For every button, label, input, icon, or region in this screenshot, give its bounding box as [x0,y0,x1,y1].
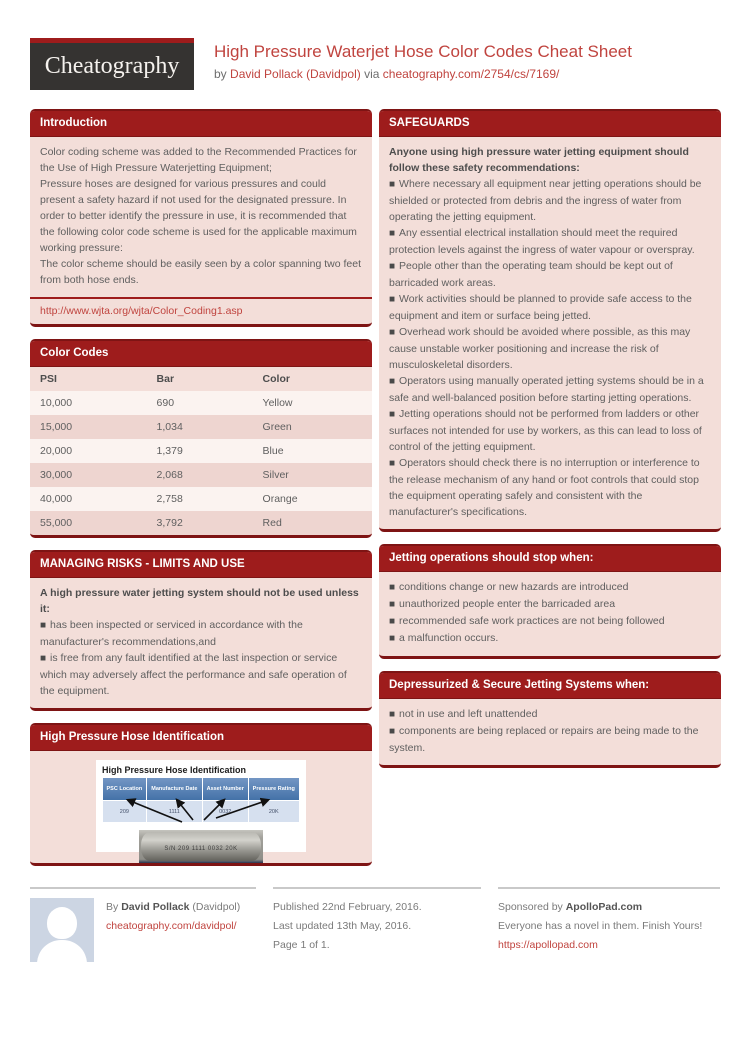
stop-when-body [379,572,721,656]
color-codes-body [30,367,372,535]
cell-bar: 3,792 [156,517,183,529]
cell-color: Silver [262,469,289,481]
figure-header-psc-location: PSC Location [103,778,146,800]
cell-color: Green [262,421,292,433]
table-header-row [30,367,372,391]
byline [214,67,632,81]
section-hose-identification [30,723,372,866]
bullet-text: Operators should check there is no interruption or interference to the release mechanism of any hand or foot controls that could stop the equipment operating safely and consistent with the manufacturer's specifications. [389,457,700,518]
section-safeguards [379,109,721,532]
bullet-text: is free from any fault identified at the last inspection or service which may adversely affect the performance and safe operation of the equipment. [40,652,347,697]
figure-value-manufacture-date: 1111 [147,801,202,822]
hose-identification-figure [96,760,306,852]
figure-header-manufacture-date: Manufacture Date [147,778,202,800]
footer-sponsor-column [498,887,720,962]
bullet-item [389,596,711,613]
logo-text: Cheatography [44,53,180,79]
section-header-color-codes: Color Codes [30,341,372,367]
cell-bar: 2,758 [156,493,183,505]
table-row [30,487,372,511]
figure-value-pressure-rating: 20K [249,801,299,822]
section-header-stop-when: Jetting operations should stop when: [379,546,721,572]
bullet-text: conditions change or new hazards are introduced [399,581,629,593]
bullet-square-icon: ■ [389,599,396,610]
section-header-safeguards: SAFEGUARDS [379,111,721,137]
footer-author-column [30,887,256,962]
bullet-square-icon: ■ [389,582,396,593]
content-columns [30,109,720,878]
bullet-text: Overhead work should be avoided where possible, as this may cause unstable worker positioning and increase the risk of musculoskeletal disorders. [389,326,691,371]
section-header-managing-risks: MANAGING RISKS - LIMITS AND USE [30,552,372,578]
bullet-item [389,455,711,520]
cell-bar: 690 [156,397,175,409]
bullet-text: recommended safe work practices are not being followed [399,615,665,627]
bullet-square-icon: ■ [389,179,396,190]
callout-arrows-icon [96,760,306,852]
cell-psi: 30,000 [40,469,73,481]
column-header-psi: PSI [40,373,57,385]
footer-sponsor-link[interactable]: https://apollopad.com [498,939,598,951]
bullet-square-icon: ■ [389,327,396,338]
section-managing-risks [30,550,372,711]
hose-serial-label: S/N 209 1111 0032 20K [164,846,238,852]
bullet-text: a malfunction occurs. [399,632,499,644]
introduction-link-row [30,297,372,324]
bullet-item [40,650,362,699]
bullet-square-icon: ■ [40,620,47,631]
footer-author-profile-link[interactable]: cheatography.com/davidpol/ [106,920,237,932]
cell-psi: 15,000 [40,421,73,433]
footer-author-line [106,898,240,917]
section-depressurized [379,671,721,768]
depressurized-body [379,699,721,765]
hose-identification-body [30,751,372,863]
column-header-color: Color [262,373,290,385]
page-header [30,38,720,90]
managing-risks-body [30,578,372,708]
cell-color: Red [262,517,282,529]
cheatography-logo[interactable] [30,38,194,90]
bullet-square-icon: ■ [389,294,396,305]
page-footer [30,887,720,962]
bullet-item [40,617,362,650]
figure-header-asset-number: Asset Number [203,778,248,800]
bullet-square-icon: ■ [389,709,396,720]
column-header-bar: Bar [156,373,175,385]
section-introduction [30,109,372,327]
cell-bar: 2,068 [156,469,183,481]
safeguards-body [379,137,721,529]
footer-sponsor-label: Sponsored by [498,901,563,913]
bullet-text: components are being replaced or repairs are being made to the system. [389,725,699,754]
safeguards-lead: Anyone using high pressure water jetting equipment should follow these safety recommendations: [389,146,689,174]
cell-psi: 10,000 [40,397,73,409]
cell-color: Blue [262,445,284,457]
cell-bar: 1,034 [156,421,183,433]
bullet-square-icon: ■ [389,228,396,239]
section-header-introduction: Introduction [30,111,372,137]
section-stop-when [379,544,721,659]
intro-paragraph: Color coding scheme was added to the Recommended Practices for the Use of High Pressure Waterjetting Equipment; [40,146,357,174]
section-header-depressurized: Depressurized & Secure Jetting Systems when: [379,673,721,699]
table-row [30,439,372,463]
figure-title: High Pressure Hose Identification [102,765,247,775]
table-row [30,415,372,439]
bullet-square-icon: ■ [389,633,396,644]
figure-header-pressure-rating: Pressure Rating [249,778,299,800]
author-link[interactable]: David Pollack (Davidpol) [230,67,361,81]
footer-author-text [106,898,240,962]
bullet-item [389,225,711,258]
footer-sponsor-line [498,898,720,917]
footer-page-count: Page 1 of 1. [273,939,330,951]
bullet-square-icon: ■ [389,409,396,420]
cell-color: Orange [262,493,298,505]
bullet-square-icon: ■ [389,616,396,627]
bullet-item [389,723,711,756]
footer-meta-column [273,887,481,962]
bullet-item [389,613,711,630]
bullet-text: not in use and left unattended [399,708,538,720]
footer-author-handle: (Davidpol) [192,901,241,913]
introduction-body [30,137,372,297]
left-column [30,109,372,878]
intro-paragraph: The color scheme should be easily seen by a color spanning two feet from both hose ends. [40,258,362,286]
avatar-head-shape [47,907,77,939]
cell-psi: 55,000 [40,517,73,529]
managing-risks-lead: A high pressure water jetting system should not be used unless it: [40,587,359,615]
footer-author-name: David Pollack [121,901,190,913]
bullet-item [389,258,711,291]
bullet-text: Work activities should be planned to provide safe access to the equipment and item or surface being jetted. [389,293,692,322]
bullet-item [389,291,711,324]
footer-by-label: By [106,901,119,913]
bullet-text: Jetting operations should not be performed from ladders or other surfaces not intended for use by workers, as this can lead to loss of control of the jetting equipment. [389,408,702,453]
footer-sponsor-name: ApolloPad.com [565,901,643,913]
bullet-text: People other than the operating team should be kept out of barricaded work areas. [389,260,673,289]
title-block [214,38,632,81]
avatar-shoulders-shape [37,940,87,962]
table-row [30,391,372,415]
wjta-url-link[interactable]: http://www.wjta.org/wjta/Color_Coding1.asp [40,305,243,317]
bullet-item [389,579,711,596]
bullet-item [389,630,711,647]
bullet-item [389,706,711,723]
figure-value-asset-number: 0032 [203,801,248,822]
bullet-text: has been inspected or serviced in accordance with the manufacturer's recommendations,and [40,619,303,648]
footer-sponsor-tagline: Everyone has a novel in them. Finish Yours! [498,920,703,932]
bullet-square-icon: ■ [389,458,396,469]
byline-via: via [364,67,380,81]
cell-psi: 20,000 [40,445,73,457]
bullet-square-icon: ■ [389,376,396,387]
avatar[interactable] [30,898,94,962]
byline-by: by [214,67,227,81]
title-link[interactable]: High Pressure Waterjet Hose Color Codes Cheat Sheet [214,42,632,61]
bullet-item [389,373,711,406]
bullet-item [389,406,711,455]
color-codes-table [30,367,372,535]
table-row [30,511,372,535]
bullet-text: Where necessary all equipment near jetting operations should be shielded or protected from debris and the ingress of water from operating the jetting equipment. [389,178,702,223]
bullet-text: Operators using manually operated jetting systems should be in a safe and well-balanced position before starting jetting operations. [389,375,704,404]
cell-color: Yellow [262,397,293,409]
table-row [30,463,372,487]
bullet-item [389,324,711,373]
bullet-item [389,176,711,225]
bullet-text: unauthorized people enter the barricaded area [399,598,616,610]
right-column [379,109,721,878]
sheet-url-link[interactable]: cheatography.com/2754/cs/7169/ [382,67,560,81]
bullet-text: Any essential electrical installation should meet the required protection levels against the ingress of water vapour or overspray. [389,227,695,256]
intro-paragraph: Pressure hoses are designed for various pressures and could present a safety hazard if not used for the designated pressure. In order to better identify the pressure in use, it is recommended that the following color code scheme is used for the applicable maximum working pressure: [40,178,357,254]
footer-published: Published 22nd February, 2016. [273,901,422,913]
cell-bar: 1,379 [156,445,183,457]
section-header-hose-identification: High Pressure Hose Identification [30,725,372,751]
bullet-square-icon: ■ [389,261,396,272]
section-color-codes [30,339,372,538]
footer-updated: Last updated 13th May, 2016. [273,920,412,932]
page-title [214,42,632,62]
figure-value-psc-location: 209 [103,801,146,822]
bullet-square-icon: ■ [40,653,47,664]
cell-psi: 40,000 [40,493,73,505]
bullet-square-icon: ■ [389,726,396,737]
